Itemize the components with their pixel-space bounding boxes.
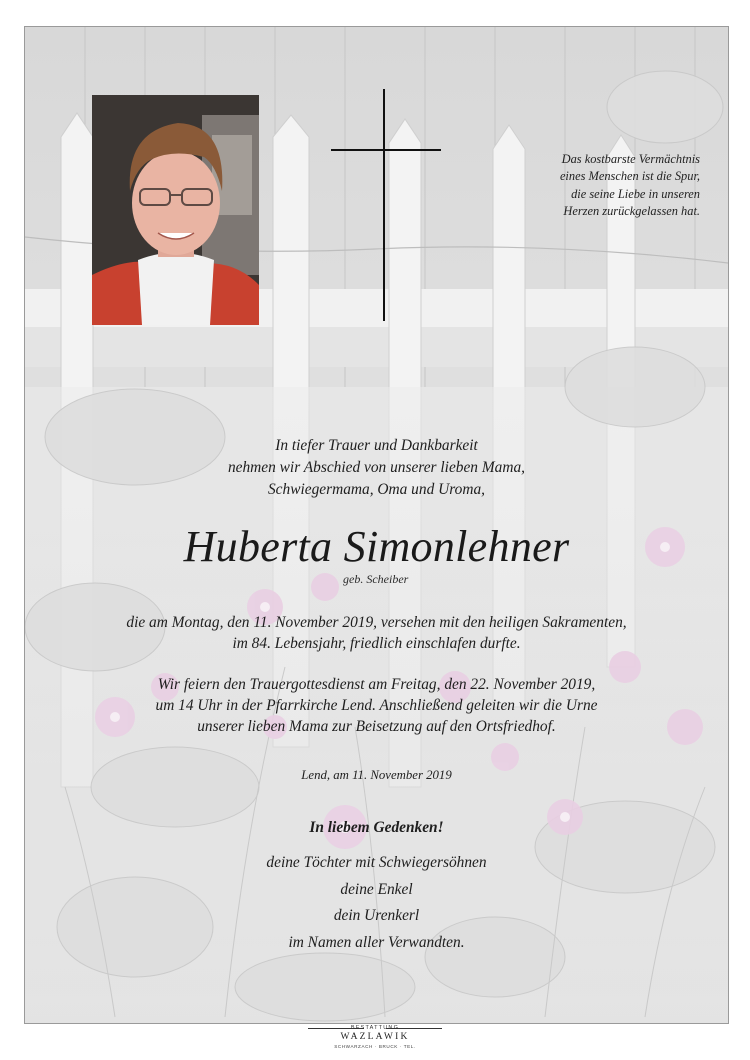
funeral-service-paragraph — [25, 674, 728, 737]
intro-line: In tiefer Trauer und Dankbarkeit — [275, 437, 478, 454]
quote-line: Das kostbarste Vermächtnis — [561, 152, 700, 166]
death-notice-paragraph — [25, 612, 728, 654]
mourners-list — [25, 850, 728, 956]
logo-line-2: WAZLAWIK — [340, 1032, 410, 1042]
portrait-image — [92, 95, 259, 325]
cross-icon — [331, 89, 441, 321]
memorial-quote — [480, 151, 700, 221]
maiden-name: geb. Scheiber — [343, 572, 409, 586]
portrait-photo — [92, 95, 259, 325]
mourner-line: deine Töchter mit Schwiegersöhnen — [266, 854, 487, 871]
memory-heading: In liebem Gedenken! — [309, 819, 444, 836]
quote-line: eines Menschen ist die Spur, — [559, 169, 700, 184]
quote-line: Herzen zurückgelassen hat. — [563, 204, 700, 219]
funeral-home-logo — [0, 1022, 750, 1060]
mourner-line: im Namen aller Verwandten. — [288, 933, 465, 951]
intro-text — [25, 435, 728, 502]
paragraph-line: die am Montag, den 11. November 2019, versehen mit den heiligen Sakramenten, — [126, 614, 627, 631]
paragraph-line: unserer lieben Mama zur Beisetzung auf den Ortsfriedhof. — [197, 718, 556, 735]
deceased-name: Huberta Simonlehner — [183, 522, 570, 571]
mourner-line: dein Urenkerl — [333, 907, 420, 925]
logo-line-3: SCHWARZACH · BRUCK · TEL. — [334, 1044, 416, 1049]
intro-line: nehmen wir Abschied von unserer lieben Mama, — [227, 459, 526, 477]
paragraph-line: Wir feiern den Trauergottesdienst am Freitag, den 22. November 2019, — [157, 676, 596, 693]
paragraph-line: im 84. Lebensjahr, friedlich einschlafen durfte. — [232, 635, 521, 652]
mourner-line: deine Enkel — [340, 880, 413, 898]
logo-line-1: BESTATTUNG — [350, 1025, 400, 1031]
place-date: Lend, am 11. November 2019 — [301, 768, 452, 782]
parte-card — [24, 26, 729, 1024]
quote-line: die seine Liebe in unseren — [571, 186, 700, 201]
paragraph-line: um 14 Uhr in der Pfarrkirche Lend. Anschließend geleiten wir die Urne — [155, 697, 598, 714]
intro-line: Schwiegermama, Oma und Uroma, — [267, 481, 486, 499]
